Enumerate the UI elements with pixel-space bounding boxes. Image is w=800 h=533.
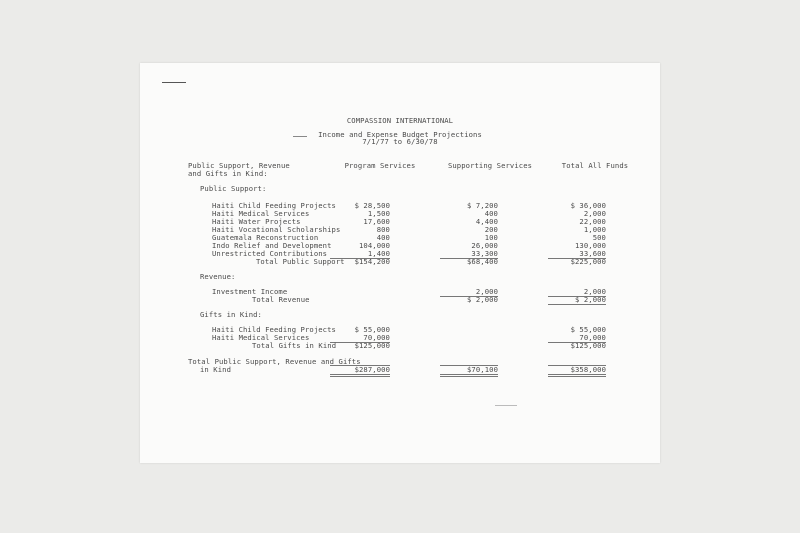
row-supporting: 100 — [484, 233, 498, 242]
row-total: 2,000 — [583, 209, 606, 218]
supporting-services-header: Supporting Services — [447, 161, 533, 170]
total-gifts-program: $125,000 — [354, 341, 390, 350]
row-total: $ 55,000 — [570, 325, 606, 334]
row-total: 500 — [592, 233, 606, 242]
grand-total-label-line-2: in Kind — [200, 365, 231, 374]
column-label-line-1: Public Support, Revenue — [188, 161, 290, 170]
total-gifts-total: $125,000 — [570, 341, 606, 350]
row-program: $ 28,500 — [354, 201, 390, 210]
row-label: Unrestricted Contributions — [212, 249, 328, 258]
total-revenue-supporting: $ 2,000 — [467, 295, 498, 304]
total-revenue-label: Total Revenue — [252, 295, 310, 304]
row-label: Indo Relief and Development — [212, 241, 332, 250]
row-supporting: 33,300 — [440, 250, 498, 259]
row-total: 2,000 — [548, 288, 606, 297]
stray-mark — [495, 405, 517, 406]
program-services-header: Program Services — [344, 161, 416, 170]
row-total: 33,600 — [548, 250, 606, 259]
row-program: 104,000 — [359, 241, 390, 250]
row-label: Haiti Medical Services — [212, 209, 310, 218]
document-subtitle: Income and Expense Budget Projections — [318, 130, 482, 139]
row-total: $ 36,000 — [570, 201, 606, 210]
total-public-support-total: $225,000 — [570, 257, 606, 266]
row-program: 800 — [376, 225, 390, 234]
row-label: Investment Income — [212, 287, 288, 296]
row-label: Haiti Medical Services — [212, 333, 310, 342]
document-page — [140, 63, 660, 463]
row-total: 130,000 — [575, 241, 606, 250]
organization-title: COMPASSION INTERNATIONAL — [346, 116, 454, 125]
grand-total-label-line-1: Total Public Support, Revenue and Gifts — [188, 357, 361, 366]
revenue-heading: Revenue: — [200, 272, 236, 281]
row-label: Haiti Child Feeding Projects — [212, 201, 336, 210]
row-label: Guatemala Reconstruction — [212, 233, 319, 242]
total-all-funds-header: Total All Funds — [561, 161, 629, 170]
row-label: Haiti Water Projects — [212, 217, 301, 226]
row-program: 70,000 — [330, 334, 390, 343]
row-program: 17,600 — [363, 217, 390, 226]
row-total: 70,000 — [548, 334, 606, 343]
row-supporting: 2,000 — [440, 288, 498, 297]
public-support-heading: Public Support: — [200, 184, 267, 193]
total-gifts-label: Total Gifts in Kind — [252, 341, 337, 350]
column-label-line-2: and Gifts in Kind: — [188, 169, 268, 178]
row-program: 1,400 — [330, 250, 390, 259]
row-program: $ 55,000 — [354, 325, 390, 334]
total-public-support-label: Total Public Support — [256, 257, 345, 266]
row-supporting: $ 7,200 — [467, 201, 498, 210]
grand-total-program: $287,000 — [330, 365, 390, 377]
total-public-support-program: $154,200 — [354, 257, 390, 266]
row-supporting: 400 — [484, 209, 498, 218]
grand-total-total: $358,000 — [548, 365, 606, 377]
row-program: 1,500 — [367, 209, 390, 218]
total-revenue-total: $ 2,000 — [548, 296, 606, 305]
row-label: Haiti Vocational Scholarships — [212, 225, 341, 234]
row-supporting: 200 — [484, 225, 498, 234]
total-public-support-supporting: $68,400 — [467, 257, 498, 266]
pencil-stroke — [162, 82, 186, 83]
gifts-in-kind-heading: Gifts in Kind: — [200, 310, 262, 319]
grand-total-supporting: $70,100 — [440, 365, 498, 377]
document-period: 7/1/77 to 6/30/78 — [362, 137, 438, 146]
row-total: 22,000 — [579, 217, 606, 226]
row-label: Haiti Child Feeding Projects — [212, 325, 336, 334]
row-supporting: 26,000 — [471, 241, 498, 250]
row-total: 1,000 — [583, 225, 606, 234]
row-program: 400 — [376, 233, 390, 242]
row-supporting: 4,400 — [475, 217, 498, 226]
